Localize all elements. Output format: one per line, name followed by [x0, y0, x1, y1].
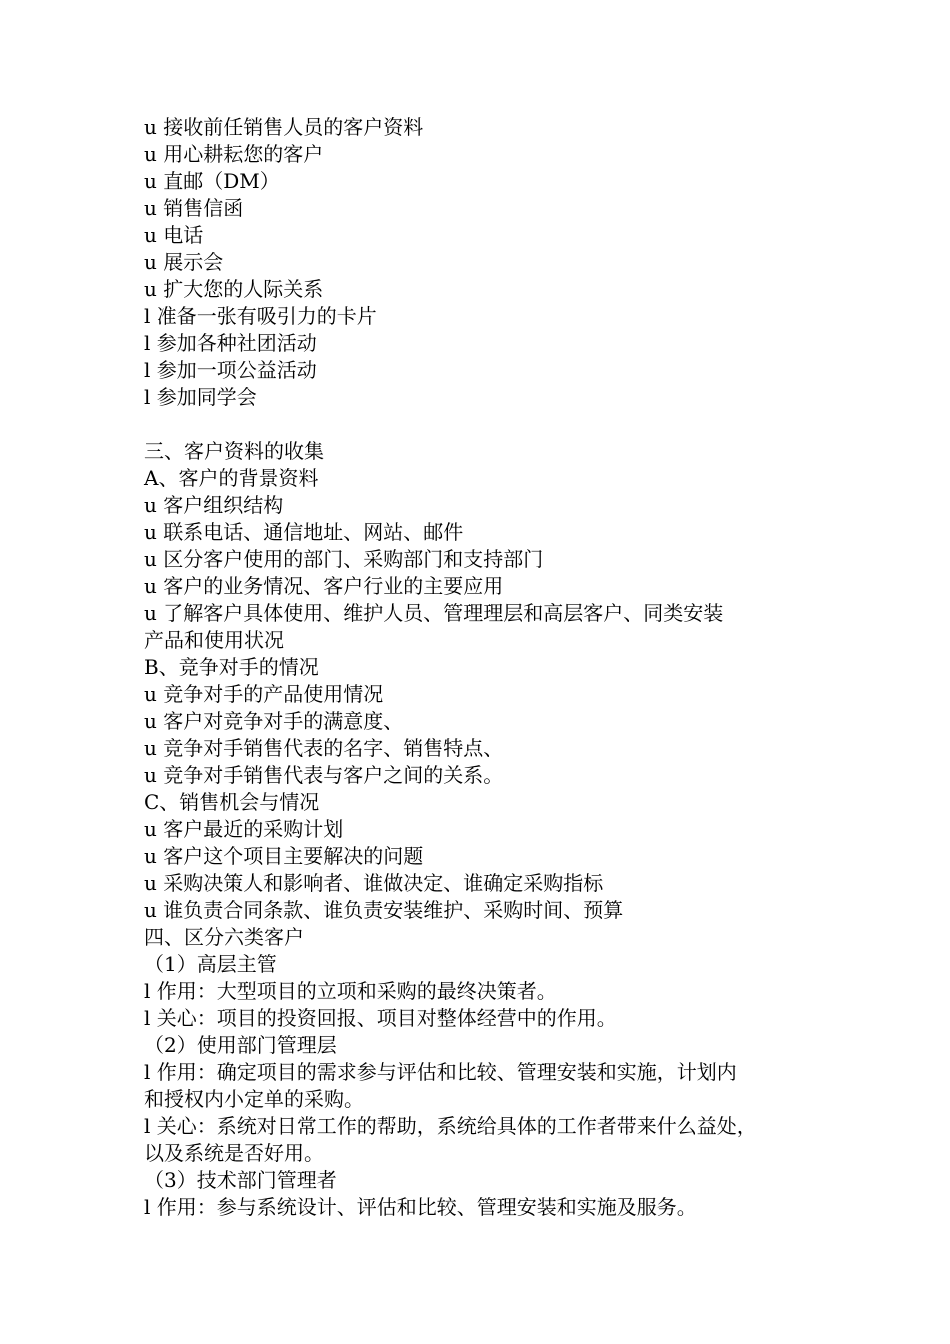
blank-line	[144, 411, 824, 438]
text-line: u 区分客户使用的部门、采购部门和支持部门	[144, 547, 544, 571]
text-line: l 作用：大型项目的立项和采购的最终决策者。	[144, 979, 557, 1003]
text-line: 以及系统是否好用。	[144, 1141, 324, 1165]
text-line: l 作用：参与系统设计、评估和比较、管理安装和实施及服务。	[144, 1195, 697, 1219]
text-line: u 客户对竞争对手的满意度、	[144, 709, 404, 733]
subsection-heading: A、客户的背景资料	[144, 466, 319, 490]
subsection-heading: （1）高层主管	[144, 952, 277, 976]
document-page	[144, 114, 824, 1221]
subsection-heading: B、竞争对手的情况	[144, 655, 319, 679]
subsection-heading: （2）使用部门管理层	[144, 1033, 337, 1057]
text-line: u 接收前任销售人员的客户资料	[144, 115, 424, 139]
text-line: l 准备一张有吸引力的卡片	[144, 304, 377, 328]
section-heading: 三、客户资料的收集	[144, 439, 324, 463]
text-line: u 谁负责合同条款、谁负责安装维护、采购时间、预算	[144, 898, 624, 922]
text-line: l 参加同学会	[144, 385, 257, 409]
text-line: l 作用：确定项目的需求参与评估和比较、管理安装和实施，计划内	[144, 1060, 737, 1084]
text-line: u 客户的业务情况、客户行业的主要应用	[144, 574, 504, 598]
text-line: u 客户组织结构	[144, 493, 284, 517]
text-line: u 直邮（DM）	[144, 169, 280, 193]
text-line: u 竞争对手销售代表的名字、销售特点、	[144, 736, 504, 760]
text-line: 和授权内小定单的采购。	[144, 1087, 364, 1111]
text-line: u 联系电话、通信地址、网站、邮件	[144, 520, 464, 544]
text-line: u 了解客户具体使用、维护人员、管理理层和高层客户、同类安装	[144, 601, 724, 625]
text-line: l 参加各种社团活动	[144, 331, 317, 355]
text-line: l 参加一项公益活动	[144, 358, 317, 382]
text-line: u 客户这个项目主要解决的问题	[144, 844, 424, 868]
text-line: u 竞争对手的产品使用情况	[144, 682, 384, 706]
text-line: u 扩大您的人际关系	[144, 277, 324, 301]
subsection-heading: C、销售机会与情况	[144, 790, 320, 814]
text-line: u 竞争对手销售代表与客户之间的关系。	[144, 763, 504, 787]
section-heading: 四、区分六类客户	[144, 925, 304, 949]
text-line: u 销售信函	[144, 196, 244, 220]
text-line: u 采购决策人和影响者、谁做决定、谁确定采购指标	[144, 871, 604, 895]
subsection-heading: （3）技术部门管理者	[144, 1168, 337, 1192]
text-line: 产品和使用状况	[144, 628, 284, 652]
text-line: u 展示会	[144, 250, 224, 274]
text-line: u 电话	[144, 223, 204, 247]
text-line: u 用心耕耘您的客户	[144, 142, 324, 166]
text-line: l 关心：系统对日常工作的帮助，系统给具体的工作者带来什么益处，	[144, 1114, 757, 1138]
text-line: l 关心：项目的投资回报、项目对整体经营中的作用。	[144, 1006, 617, 1030]
text-line: u 客户最近的采购计划	[144, 817, 344, 841]
